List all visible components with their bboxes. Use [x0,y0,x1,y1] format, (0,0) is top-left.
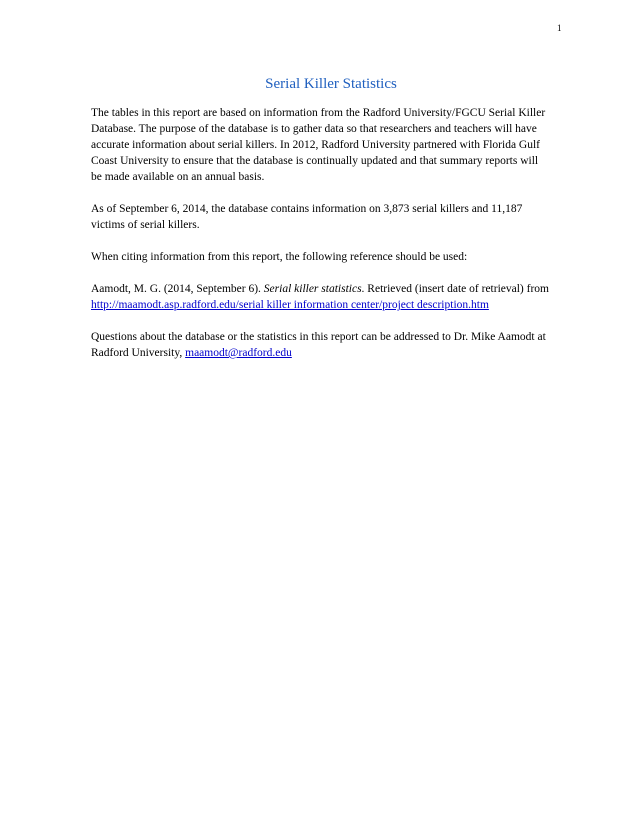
citation-middle: . Retrieved (insert date of retrieval) from [361,283,549,295]
document-title: Serial Killer Statistics [265,76,397,92]
page-number: 1 [557,23,562,33]
document-body [91,76,551,377]
database-stats-paragraph: As of September 6, 2014, the database contains information on 3,873 serial killers and 11,187 victims of serial killers. [91,203,523,231]
contact-email-link[interactable]: maamodt@radford.edu [185,347,292,359]
contact-text: Questions about the database or the statistics in this report can be addressed to Dr. Mike Aamodt at Radford University, [91,331,546,359]
citation-paragraph [91,281,551,313]
citation-url-link[interactable]: http://maamodt.asp.radford.edu/serial killer information center/project description.htm [91,299,489,311]
contact-paragraph [91,329,551,361]
citation-instruction-paragraph: When citing information from this report, the following reference should be used: [91,251,468,263]
citation-prefix: Aamodt, M. G. (2014, September 6). [91,283,264,295]
intro-paragraph: The tables in this report are based on information from the Radford University/FGCU Serial Killer Database. The purpose of the database is to gather data so that researchers and teachers will have accurate information about serial killers. In 2012, Radford University partnered with Florida Gulf Coast University to ensure that the database is continually updated and that summary reports will be made available on an annual basis. [91,107,546,183]
citation-work-title: Serial killer statistics [263,283,362,295]
